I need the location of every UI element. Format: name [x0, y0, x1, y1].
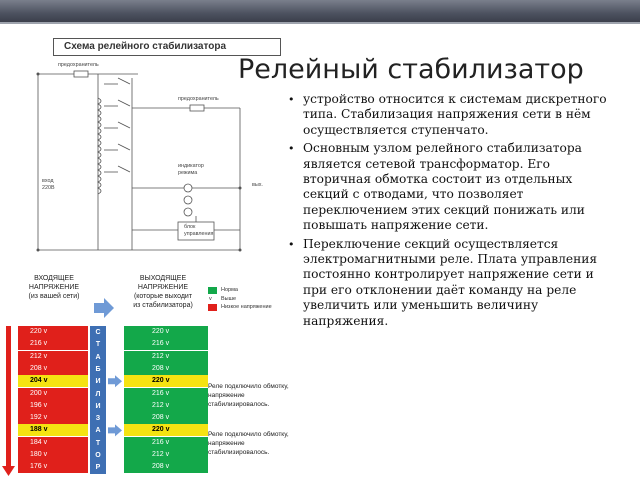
relay-note-2: Реле подключило обмотку, напряжение стабилизировалось. [208, 431, 289, 456]
output-voltage-cell: 212 v [124, 400, 208, 412]
legend-high: Выше [221, 296, 237, 302]
output-label: вых. [252, 182, 263, 188]
bullet-dot-icon: • [288, 237, 295, 251]
relay-note-1: Реле подключило обмотку, напряжение стабилизировалось. [208, 383, 289, 408]
breaker-label: предохранитель [178, 96, 219, 102]
legend-low: Низкое напряжение [221, 304, 272, 310]
output-voltage-cell: 216 v [124, 338, 208, 350]
right-arrow-icon [94, 298, 114, 318]
output-voltage-cell: 216 v [124, 437, 208, 449]
stabilizer-letter: Т [95, 439, 101, 447]
input-voltage-cell: 192 v [18, 412, 88, 424]
relay-arrow-icon [108, 424, 122, 436]
stabilizer-letter: Л [95, 390, 101, 398]
legend-normal-swatch [208, 287, 217, 294]
slide-title: Релейный стабилизатор [238, 54, 584, 85]
output-voltage-cell: 216 v [124, 388, 208, 400]
output-voltage-cell: 208 v [124, 412, 208, 424]
input-voltage-header: ВХОДЯЩЕЕ НАПРЯЖЕНИЕ (из вашей сети) [28, 275, 80, 300]
down-arrow-icon [2, 466, 15, 476]
output-voltage-cell: 220 v [124, 326, 208, 338]
output-voltage-cell: 212 v [124, 449, 208, 461]
stabilizer-letter: О [95, 452, 101, 459]
stabilizer-letter: И [95, 402, 101, 410]
input-voltage-cell: 208 v [18, 363, 88, 375]
bullet-item: • Переключение секций осуществляется электромагнитными реле. Плата управления постоянно контролирует напряжение сети и при его отклонении даёт команду на реле увеличить или уменьшить величину напряжения. [288, 236, 598, 328]
input-voltage-cell: 212 v [18, 351, 88, 363]
legend-low-swatch [208, 304, 217, 311]
fuse-label: предохранитель [58, 62, 99, 68]
schematic-title: Схема релейного стабилизатора [64, 41, 227, 52]
stabilizer-letter: Т [95, 341, 101, 349]
output-voltage-cell: 220 v [124, 375, 208, 387]
output-voltage-cell: 208 v [124, 363, 208, 375]
input-voltage-cell: 200 v [18, 388, 88, 400]
legend-marker: v [209, 296, 212, 302]
input-voltage-cell: 188 v [18, 424, 88, 436]
stabilizer-letter: С [95, 329, 101, 336]
output-voltage-header: ВЫХОДЯЩЕЕ НАПРЯЖЕНИЕ (которые выходит из стабилизатора) [133, 275, 193, 309]
input-voltage-cell: 184 v [18, 437, 88, 449]
control-block-label: блок управления [184, 224, 214, 237]
bullet-list [288, 92, 610, 332]
stabilizer-letter: З [95, 415, 101, 423]
input-voltage-cell: 196 v [18, 400, 88, 412]
input-voltage-cell: 176 v [18, 461, 88, 473]
stabilizer-letter: А [95, 427, 101, 435]
indicator-label: индикатор режима [178, 163, 204, 176]
relay-arrow-icon [108, 375, 122, 387]
input-voltage-cell: 216 v [18, 338, 88, 350]
slide-top-divider [0, 22, 640, 24]
output-voltage-cell: 212 v [124, 351, 208, 363]
bullet-item: • Основным узлом релейного стабилизатора является сетевой трансформатор. Его вторичная обмотка состоит из отдельных секций с отводами, что позволяет переключением этих секций понижать или повышать напряжение сети. [288, 141, 585, 233]
red-arrow-shaft [6, 326, 11, 466]
bullet-item: • устройство относится к системам дискретного типа. Стабилизация напряжения сети в нём осуществляется ступенчато. [288, 92, 607, 137]
stabilizer-letter: А [95, 353, 101, 361]
stabilizer-letter: И [95, 378, 101, 386]
input-voltage-cell: 204 v [18, 375, 88, 387]
input-voltage-cell: 180 v [18, 449, 88, 461]
output-voltage-cell: 208 v [124, 461, 208, 473]
stabilizer-letter: Р [95, 464, 101, 472]
output-voltage-cell: 220 v [124, 424, 208, 436]
voltage-table-illustration [0, 270, 310, 480]
input-label: вход 220В [42, 178, 55, 191]
input-voltage-cell: 220 v [18, 326, 88, 338]
stabilizer-letter: Б [95, 365, 101, 373]
legend-normal: Норма [221, 287, 238, 293]
bullet-dot-icon: • [288, 142, 295, 156]
bullet-dot-icon: • [288, 93, 295, 106]
slide-top-bar [0, 0, 640, 22]
